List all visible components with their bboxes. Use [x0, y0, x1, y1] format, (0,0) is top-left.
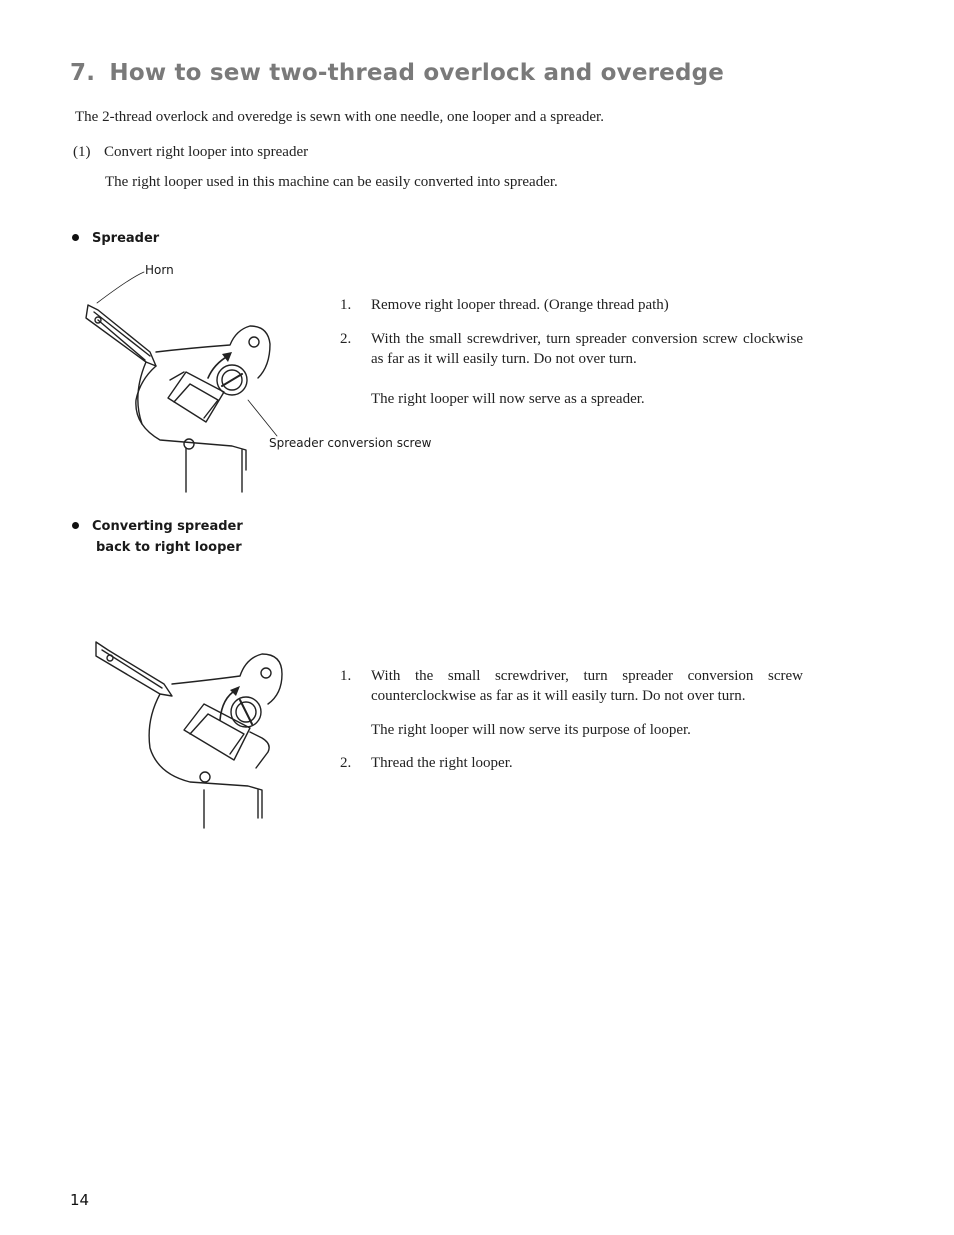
step-text: Remove right looper thread. (Orange thread path) — [371, 297, 669, 313]
step-text: Thread the right looper. — [371, 755, 513, 771]
converting-heading — [72, 516, 243, 558]
converting-step-2 — [340, 753, 810, 775]
subsection-title: Convert right looper into spreader — [104, 144, 309, 160]
page-number: 14 — [70, 1191, 90, 1209]
section-title: How to sew two-thread overlock and overedge — [109, 60, 725, 86]
step-number: 1. — [340, 297, 352, 313]
step-number: 2. — [340, 755, 352, 771]
step-number: 1. — [340, 668, 352, 684]
step-number: 2. — [340, 331, 352, 347]
horn-callout: Horn — [145, 263, 174, 277]
section-number: 7. — [70, 60, 96, 86]
step-text: With the small screwdriver, turn spreader conversion screw counterclockwise as far as it will easily turn. Do not over turn. — [371, 668, 803, 704]
converting-note: The right looper will now serve its purpose of looper. — [371, 722, 691, 738]
converting-step-1 — [340, 666, 810, 710]
bullet-icon — [72, 522, 79, 529]
spreader-heading — [72, 231, 159, 246]
subsection-label: (1) — [73, 144, 91, 160]
intro-paragraph: The 2-thread overlock and overedge is sewn with one needle, one looper and a spreader. — [75, 109, 604, 125]
spreader-heading-label: Spreader — [92, 231, 160, 246]
converting-heading-line2: back to right looper — [96, 540, 242, 555]
page-title — [70, 60, 724, 86]
spreader-step-1 — [340, 295, 810, 317]
step-text: With the small screwdriver, turn spreader conversion screw clockwise as far as it will easily turn. Do not over turn. — [371, 331, 803, 367]
bullet-icon — [72, 234, 79, 241]
subsection-description: The right looper used in this machine can be easily converted into spreader. — [105, 174, 558, 190]
screw-callout: Spreader conversion screw — [269, 436, 432, 450]
converting-heading-line1: Converting spreader — [92, 519, 243, 534]
spreader-note: The right looper will now serve as a spreader. — [371, 391, 645, 407]
spreader-step-2 — [340, 329, 810, 373]
